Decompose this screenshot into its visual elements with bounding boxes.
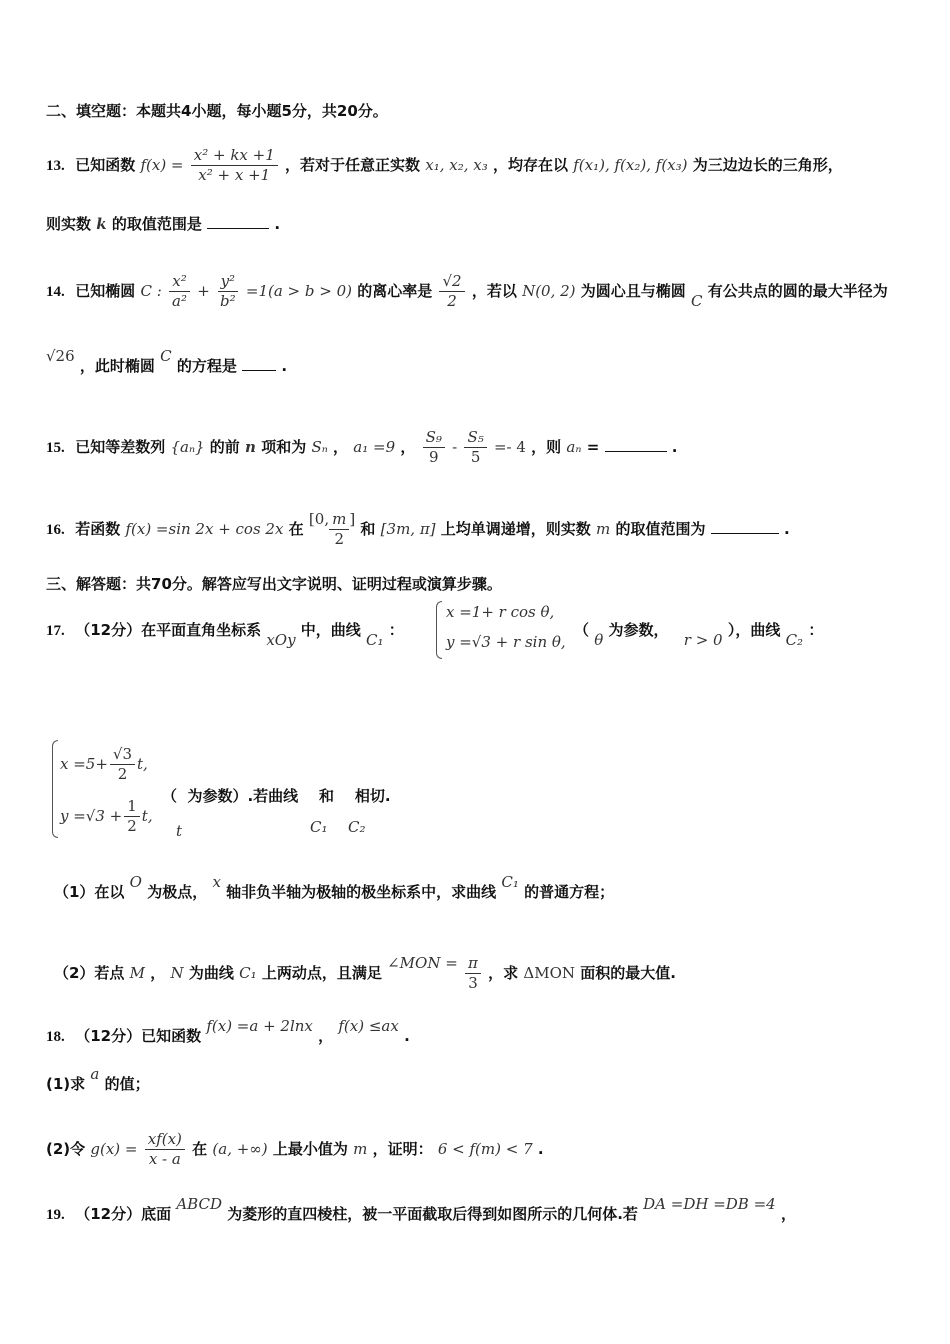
q18-part-2 [46,1130,920,1169]
q17-coordinate-system: xOy [266,631,296,649]
question-14-line-1 [46,272,920,311]
q18-text: ， [318,1027,334,1045]
q18-text: (1)求 [46,1075,86,1093]
q15-text: = [586,438,600,456]
q15-text: ， [400,438,416,456]
q15-n: n [245,438,256,456]
q17-parameter-t: t [176,822,183,840]
q17-c2-y-fraction [124,797,140,836]
q18-text: 在 [192,1140,208,1158]
q17-c1-x-equation: x =1+ r cos θ, [446,603,555,621]
question-13-line-1 [46,146,920,185]
answer-blank[interactable] [605,437,667,452]
q15-fraction-s5 [464,428,486,467]
q18-function: f(x) =a + 2lnx [206,1017,313,1035]
q17-text: （ [574,621,590,639]
q16-text: 和 [360,520,376,538]
q17-angle-fraction [465,954,481,993]
q18-interval: (a, +∞) [212,1140,268,1158]
q17-curve-c1: C₁ [310,818,328,836]
q15-general-term: aₙ [566,438,582,456]
answer-blank[interactable] [711,519,779,534]
q15-text: 的前 [209,438,240,456]
q18-inequality: f(x) ≤ax [338,1017,399,1035]
question-number: 18. [46,1029,65,1045]
q15-sum: Sₙ [311,438,328,456]
q15-text: ，则 [531,438,562,456]
question-17-line-1-tail [574,620,824,649]
q16-text: 的取值范围为 [615,520,706,538]
q13-variables: x₁, x₂, x₃ [425,156,488,174]
section-2-title: 二、填空题：本题共4小题，每小题5分，共20分。 [46,102,388,120]
q13-text: ，若对于任意正实数 [285,156,421,174]
question-number: 16. [46,522,65,538]
question-points: （12分） [75,1027,142,1045]
q15-text: 已知等差数列 [75,438,166,456]
question-19 [46,1195,920,1225]
q17-c1-system [446,597,566,657]
q14-fraction-x [169,272,190,311]
q18-text: (2)令 [46,1140,86,1158]
q14-frac-denominator: a² [172,292,187,310]
q13-function-lhs: f(x) = [140,156,184,174]
q17-curve-c2: C₂ [785,631,804,649]
q16-interval-close: ] [349,510,356,528]
q15-frac-denominator: 5 [470,448,481,466]
q19-text: 为菱形的直四棱柱，被一平面截取后得到如图所示的几何体.若 [227,1205,638,1223]
question-points: （12分） [75,1205,142,1223]
q14-text: ，此时椭圆 [79,357,155,375]
q17-part-2 [54,954,920,993]
q15-sequence: {aₙ} [170,438,205,456]
q15-frac-numerator: S₅ [464,428,486,448]
question-number: 17. [46,623,65,639]
q14-text: 的方程是 [176,357,237,375]
q13-denominator: x² + x +1 [198,166,271,184]
q17-brace-c1 [436,601,442,659]
q15-text: ， [333,438,349,456]
q13-text: 已知函数 [75,156,136,174]
q17-c2-x-fraction [110,745,135,784]
q17-frac-denominator: 2 [117,764,128,783]
q15-fraction-s9 [423,428,445,467]
q17-curve-c1: C₁ [366,631,384,649]
question-number: 13. [46,158,65,174]
q17-text: ： [808,621,824,639]
q15-frac-numerator: S₉ [423,428,445,448]
q17-c2-y-lhs: y =√3 + [60,807,123,825]
q17-tangent-text: （ 为参数）.若曲线 和 相切. [162,787,391,805]
q14-text: ，若以 [471,282,517,300]
q13-text: 为三边边长的三角形， [692,156,843,174]
q18-text: . [537,1140,544,1158]
q16-text: 在 [288,520,304,538]
q15-frac-denominator: 9 [428,448,439,466]
q17-curve-c2: C₂ [348,818,366,836]
q17-c2-x-row [60,738,153,790]
q17-text: 面积的最大值. [580,964,676,982]
q13-numerator: x² + kx +1 [191,146,278,166]
q17-text: 为参数， [608,621,669,639]
q14-plus: + [197,282,210,300]
q18-text: . [404,1027,410,1045]
q18-result: 6 < f(m) < 7 [437,1140,533,1158]
q18-text: 的值； [104,1075,150,1093]
q13-text: 则实数 [46,215,92,233]
q14-text: 为圆心且与椭圆 [580,282,686,300]
q17-r-positive: r > 0 [683,631,723,649]
q19-lengths: DA =DH =DB =4 [643,1195,776,1213]
q15-equals: =- 4 [493,438,526,456]
q13-text: 的取值范围是 [111,215,202,233]
q17-angle: ∠MON = [387,954,458,972]
q17-curve-c1: C₁ [501,873,519,891]
section-3-title: 三、解答题：共70分。解答应写出文字说明、证明过程或演算步骤。 [46,575,502,593]
q14-ellipse-c: C [691,292,703,310]
q17-text: ），曲线 [727,621,781,639]
q17-curve-c1: C₁ [239,964,257,982]
answer-blank[interactable] [207,214,269,229]
q17-frac-numerator: 1 [124,797,140,817]
q17-text: 中，曲线 [300,621,361,639]
q16-text: . [783,520,790,538]
q14-frac-numerator: x² [169,272,189,292]
q17-c2-system [60,738,153,842]
q17-point-n: N [170,964,184,982]
question-16 [46,510,920,549]
q17-point-m: M [129,964,146,982]
q17-text: （2）若点 [54,964,125,982]
q17-frac-denominator: 3 [468,974,478,992]
q18-text: 上最小值为 [272,1140,348,1158]
q17-text: 上两动点，且满足 [261,964,382,982]
q17-x-axis: x [212,873,221,891]
q17-c2-y-tail: t, [141,807,153,825]
q15-minus: - [452,438,458,456]
q15-text: . [671,438,678,456]
q17-c2-x-lhs: x =5+ [60,755,108,773]
q14-text: . [281,357,288,375]
question-17-line-1 [46,620,404,649]
q17-c1-y-equation: y =√3 + r sin θ, [446,633,566,651]
q18-text: 已知函数 [141,1027,202,1045]
q17-text: ，求 [488,964,519,982]
q16-frac-denominator: 2 [334,530,344,548]
q16-m: m [596,520,611,538]
question-number: 15. [46,440,65,456]
q16-function: f(x) =sin 2x + cos 2x [125,520,284,538]
q17-text: ： [388,621,404,639]
q19-text: 底面 [141,1205,172,1223]
q17-frac-numerator: π [465,954,481,974]
q17-brace-c2 [52,740,58,838]
q13-k: k [96,215,107,233]
q14-ellipse-c: C [160,347,172,365]
q17-text: 的普通方程； [524,883,615,901]
q18-text: ，证明： [372,1140,433,1158]
q16-text: 若函数 [75,520,121,538]
q17-text: 为极点， [147,883,208,901]
q17-frac-numerator: √3 [110,745,135,765]
question-points: （12分） [75,621,142,639]
q16-interval-2: [3m, π] [380,520,436,538]
q14-fraction-y [217,272,239,311]
q16-interval-open: [0, [308,510,330,528]
q17-part-1 [54,873,920,902]
q18-frac-denominator: x - a [148,1150,181,1168]
q13-fraction [191,146,278,185]
q19-base: ABCD [176,1195,222,1213]
question-18-line-1 [46,1017,920,1047]
q14-frac-denominator: b² [220,292,236,310]
q13-text: ，均存在以 [492,156,568,174]
question-14-line-2 [46,347,920,376]
q17-frac-denominator: 2 [127,816,137,835]
q18-frac-numerator: xf(x) [145,1130,185,1150]
question-number: 19. [46,1207,65,1223]
q14-text: 有公共点的圆的最大半径为 [707,282,888,300]
q17-text: 为曲线 [188,964,234,982]
q17-origin: O [129,873,142,891]
q18-g-fraction [145,1130,185,1169]
q17-text: 轴非负半轴为极轴的极坐标系中，求曲线 [226,883,497,901]
question-15 [46,428,920,467]
q14-center-point: N(0, 2) [522,282,576,300]
q14-text: 已知椭圆 [75,282,136,300]
q14-radius: √26 [46,347,75,365]
q13-function-values: f(x₁), f(x₂), f(x₃) [573,156,688,174]
q13-text: . [274,215,281,233]
q17-c2-y-row [60,790,153,842]
q14-text: 的离心率是 [357,282,433,300]
answer-blank[interactable] [242,356,276,371]
q17-text: ， [150,964,166,982]
q18-m: m [353,1140,368,1158]
q17-c2-x-tail: t, [137,755,148,773]
q19-text: ， [780,1205,796,1223]
q17-theta: θ [594,631,604,649]
q14-frac-denominator: 2 [447,292,457,310]
question-13-line-2 [46,214,920,234]
q18-part-1 [46,1065,920,1094]
q15-text: 项和为 [261,438,307,456]
q14-eccentricity [439,272,464,311]
q18-g-lhs: g(x) = [90,1140,138,1158]
q14-frac-numerator: y² [218,272,239,292]
q17-triangle: ΔMON [523,964,575,982]
q14-condition: =1(a > b > 0) [245,282,352,300]
q17-text: （1）在以 [54,883,125,901]
q16-interval-fraction [329,510,349,549]
q18-a: a [90,1065,100,1083]
q16-frac-numerator: m [329,510,349,530]
q14-ellipse-label: C : [140,282,162,300]
q15-first-term: a₁ =9 [353,438,396,456]
q17-text: 在平面直角坐标系 [141,621,262,639]
q16-text: 上均单调递增，则实数 [440,520,591,538]
q14-frac-numerator: √2 [439,272,464,292]
question-number: 14. [46,284,65,300]
